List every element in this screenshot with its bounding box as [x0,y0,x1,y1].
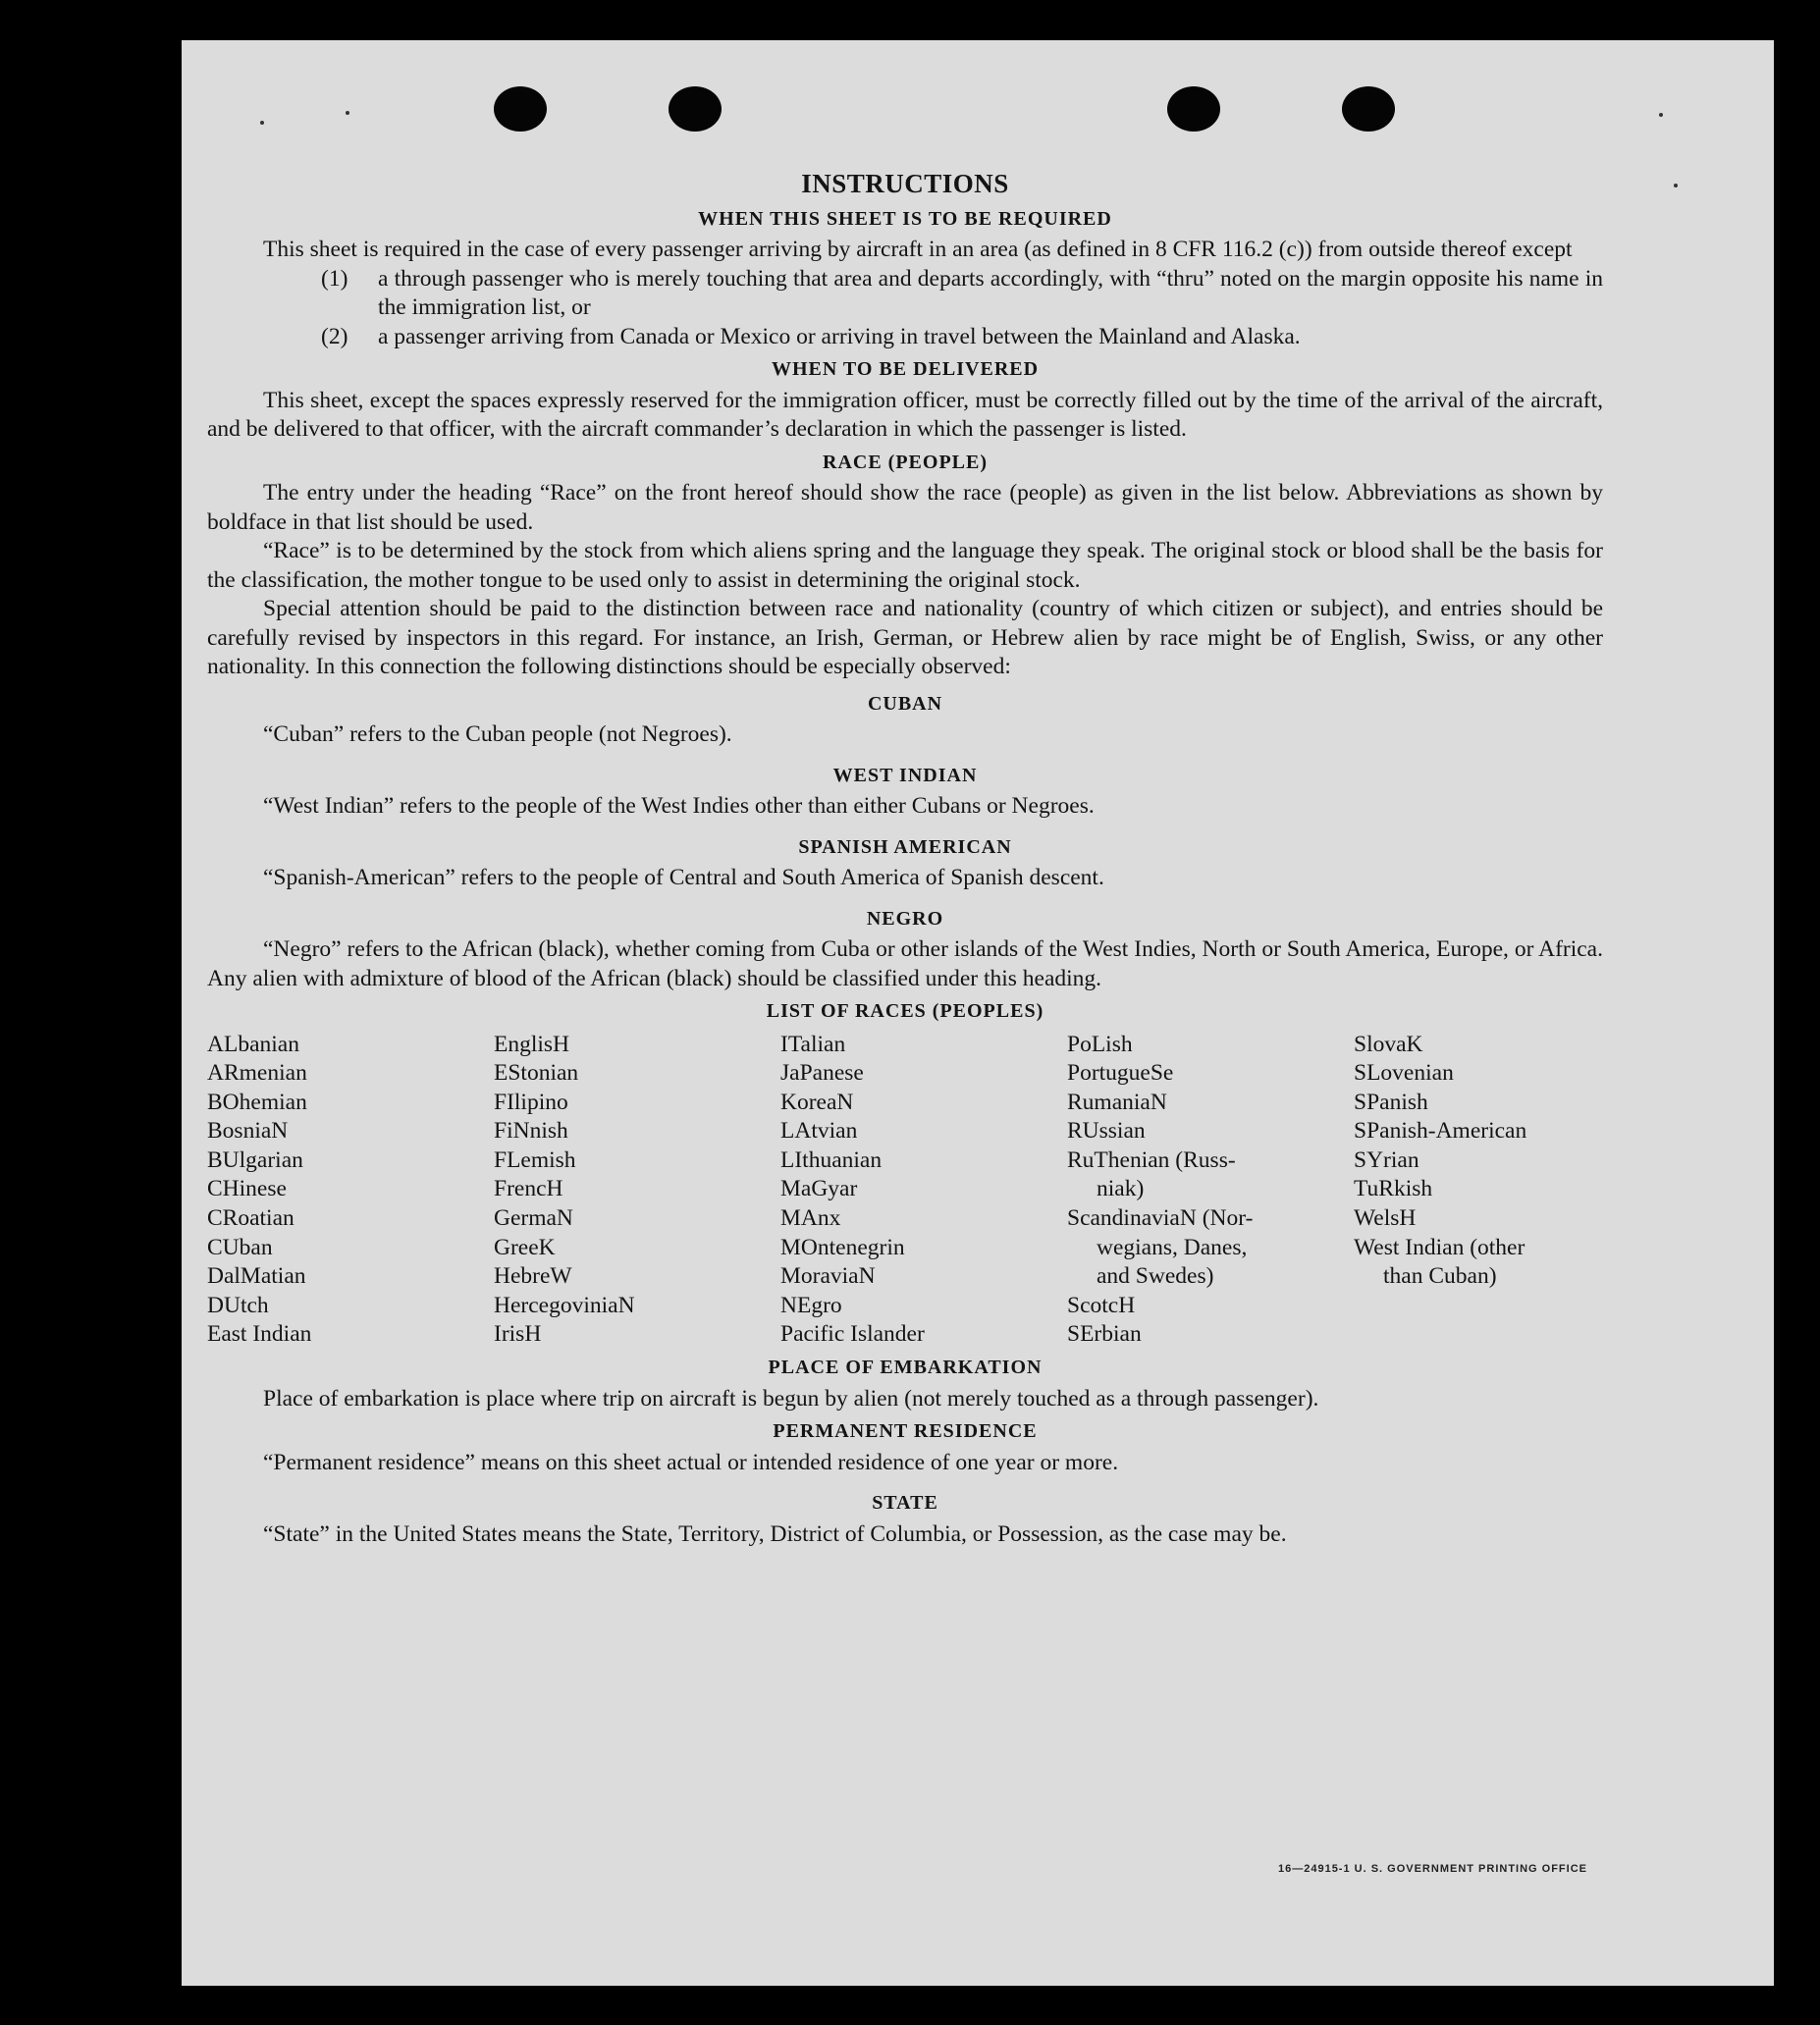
section-heading: RACE (PEOPLE) [823,451,988,473]
race-entry: niak) [1097,1176,1145,1202]
punch-hole [494,86,547,132]
race-entry: FIlipino [494,1089,568,1115]
race-entry: SErbian [1067,1321,1142,1348]
race-entry: Pacific Islander [780,1321,925,1348]
paragraph: This sheet, except the spaces expressly reserved for the immigration officer, must be correctly filled out by the time of the arrival of the aircraft, and be delivered to that officer, with the aircraft commander’s declaration in which the passenger is listed. [207,387,1603,442]
item-text: a passenger arriving from Canada or Mexico or arriving in travel between the Mainland and Alaska. [378,323,1301,349]
speck [1659,113,1663,117]
section-heading: LIST OF RACES (PEOPLES) [766,1000,1044,1022]
section-heading: WHEN THIS SHEET IS TO BE REQUIRED [698,207,1112,230]
race-entry: HercegoviniaN [494,1292,635,1318]
race-entry: DUtch [207,1292,269,1318]
race-entry: ScandinaviaN (Nor- [1067,1205,1254,1232]
paragraph: “Permanent residence” means on this sheet actual or intended residence of one year or more. [263,1449,1119,1475]
race-entry: JaPanese [780,1060,864,1087]
paragraph: Special attention should be paid to the distinction between race and nationality (country of which citizen or subject), and entries should be carefully revised by inspectors in this regard. For instance, an Irish, German, or Hebrew alien by race might be of English, Swiss, or any other nationality. In this connection the following distinctions should be especially observed: [207,596,1603,679]
paragraph: “Cuban” refers to the Cuban people (not Negroes). [263,721,732,747]
race-entry: East Indian [207,1321,312,1348]
speck [346,111,349,115]
race-entry: MaGyar [780,1176,858,1202]
race-entry: CRoatian [207,1205,294,1232]
race-entry: SPanish [1354,1089,1428,1115]
item-number: (1) [321,265,348,292]
race-entry: MAnx [780,1205,841,1232]
race-entry: wegians, Danes, [1097,1234,1248,1260]
race-entry: MoraviaN [780,1263,876,1290]
race-entry: EnglisH [494,1031,570,1057]
races-list [207,1031,1603,1351]
race-entry: West Indian (other [1354,1234,1526,1260]
list-item [321,265,1603,323]
race-entry: SYrian [1354,1146,1419,1173]
race-entry: PoLish [1067,1031,1133,1057]
section-heading: WEST INDIAN [832,764,978,786]
race-entry: BosniaN [207,1118,289,1145]
race-entry: SLovenian [1354,1060,1454,1087]
paragraph: “Negro” refers to the African (black), whether coming from Cuba or other islands of the West Indies, North or South America, Europe, or Africa. Any alien with admixture of blood of the African (black) should be classified under this heading. [207,936,1603,991]
race-entry: and Swedes) [1097,1263,1214,1290]
paragraph: “Spanish-American” refers to the people of Central and South America of Spanish descent. [263,865,1104,890]
section-heading: PERMANENT RESIDENCE [773,1420,1038,1443]
race-entry: ARmenian [207,1060,307,1087]
race-entry: BOhemian [207,1089,307,1115]
paragraph: “West Indian” refers to the people of the West Indies other than either Cubans or Negroes. [263,793,1095,819]
race-entry: TuRkish [1354,1176,1433,1202]
race-entry: LIthuanian [780,1146,883,1173]
paragraph: “Race” is to be determined by the stock from which aliens spring and the language they speak. The original stock or blood shall be the basis for the classification, the mother tongue to be used only to assist in determining the original stock. [207,538,1603,593]
race-entry: SPanish-American [1354,1118,1527,1145]
race-entry: RumaniaN [1067,1089,1167,1115]
document-sheet [182,40,1774,1986]
race-entry: SlovaK [1354,1031,1423,1057]
section-heading: PLACE OF EMBARKATION [768,1357,1043,1379]
races-column [494,1031,780,1351]
section-heading: STATE [872,1492,938,1515]
item-text: a through passenger who is merely touching that area and departs accordingly, with “thru” noted on the margin opposite his name in the immigration list, or [378,265,1603,320]
race-entry: KoreaN [780,1089,854,1115]
race-entry: BUlgarian [207,1146,303,1173]
race-entry: GermaN [494,1205,573,1232]
race-entry: FrencH [494,1176,563,1202]
punch-hole [669,86,722,132]
races-column [1067,1031,1354,1351]
race-entry: RUssian [1067,1118,1146,1145]
printer-imprint: 16—24915-1 U. S. GOVERNMENT PRINTING OFFICE [1277,1863,1587,1875]
page-title: INSTRUCTIONS [801,169,1009,198]
race-entry: DalMatian [207,1263,306,1290]
race-entry: ScotcH [1067,1292,1136,1318]
race-entry: CHinese [207,1176,287,1202]
race-entry: NEgro [780,1292,842,1318]
races-column [1354,1031,1603,1351]
section-heading: WHEN TO BE DELIVERED [771,358,1040,380]
race-entry: LAtvian [780,1118,858,1145]
paragraph: The entry under the heading “Race” on the front hereof should show the race (people) as given in the list below. Abbreviations as shown by boldface in that list should be used. [207,480,1603,535]
races-column [780,1031,1067,1351]
paragraph: This sheet is required in the case of every passenger arriving by aircraft in an area (as defined in 8 CFR 116.2 (c)) from outside thereof except [263,237,1573,262]
speck [1674,184,1678,187]
race-entry: FiNnish [494,1118,568,1145]
punch-hole [1167,86,1220,132]
race-entry: than Cuban) [1383,1263,1497,1290]
race-entry: WelsH [1354,1205,1417,1232]
race-entry: ALbanian [207,1031,299,1057]
instructions-content [207,170,1603,1549]
list-item [321,323,1603,352]
race-entry: GreeK [494,1234,556,1260]
section-heading: SPANISH AMERICAN [798,835,1012,858]
item-number: (2) [321,323,348,349]
punch-hole [1342,86,1395,132]
paragraph: “State” in the United States means the State, Territory, District of Columbia, or Possession, as the case may be. [263,1520,1287,1547]
section-heading: NEGRO [866,907,944,930]
paragraph: Place of embarkation is place where trip on aircraft is begun by alien (not merely touched as a through passenger). [263,1385,1319,1412]
race-entry: ITalian [780,1031,846,1057]
race-entry: PortugueSe [1067,1060,1174,1087]
race-entry: IrisH [494,1321,542,1348]
section-heading: CUBAN [867,692,943,715]
race-entry: FLemish [494,1146,576,1173]
race-entry: EStonian [494,1060,579,1087]
race-entry: MOntenegrin [780,1234,905,1260]
race-entry: CUban [207,1234,273,1260]
races-column [207,1031,494,1351]
race-entry: RuThenian (Russ- [1067,1146,1236,1173]
race-entry: HebreW [494,1263,572,1290]
speck [260,121,264,125]
